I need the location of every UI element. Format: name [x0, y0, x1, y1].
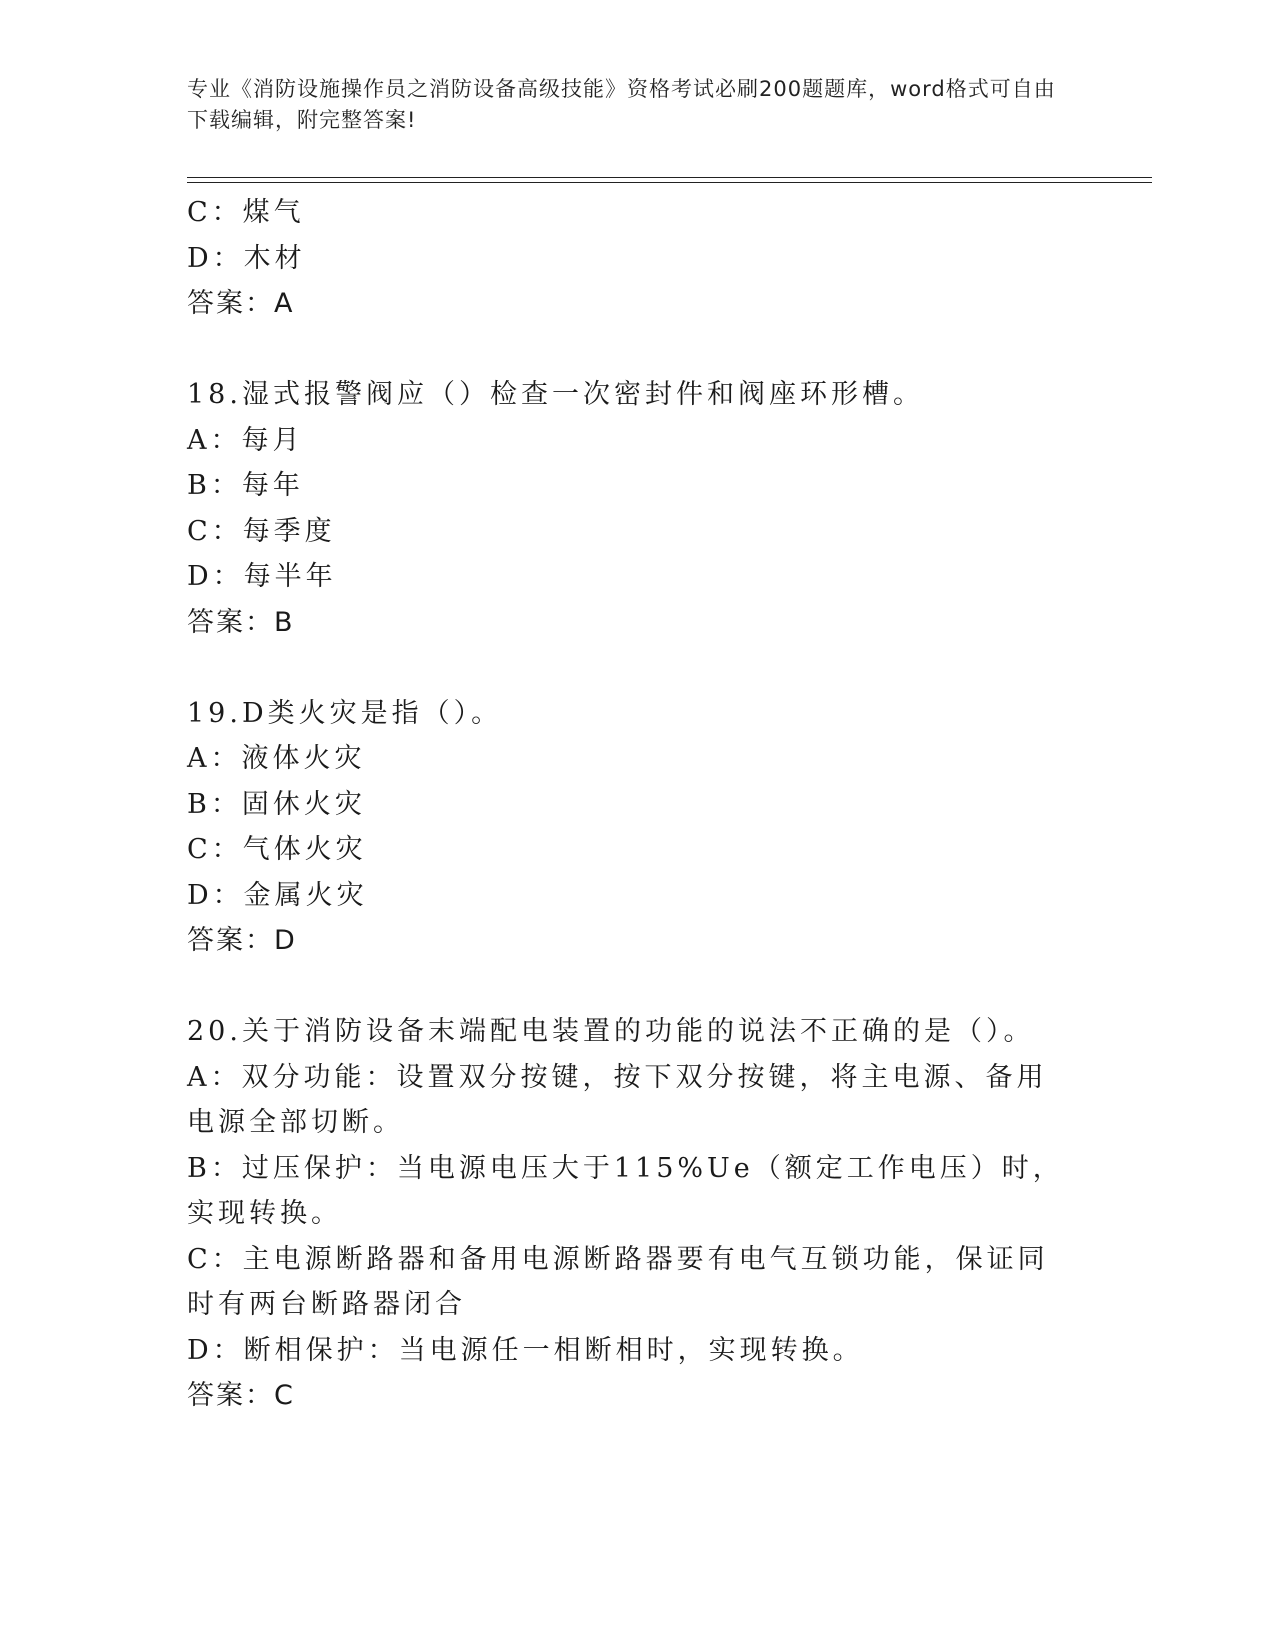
answer-line: 答案：A [187, 288, 295, 319]
option-c: C：气体火灾 [187, 834, 367, 865]
spacer [187, 327, 1087, 373]
option-c: C：煤气 [187, 197, 305, 228]
option-a: A：双分功能：设置双分按键，按下双分按键，将主电源、备用电源全部切断。 [187, 1061, 1048, 1138]
option-b: B：固休火灾 [187, 788, 366, 820]
option-a: A：每月 [187, 424, 304, 456]
option-d: D：每半年 [187, 561, 337, 592]
option-a: A：液体火灾 [187, 743, 366, 774]
header-divider-top [187, 177, 1152, 178]
question-20 [187, 1009, 1087, 1419]
question-content [187, 190, 1087, 1419]
question-18 [187, 372, 1087, 645]
prev-question-block [187, 190, 1087, 327]
option-d: D：断相保护：当电源任一相断相时，实现转换。 [187, 1334, 864, 1366]
option-d: D：金属火灾 [187, 879, 368, 911]
option-b: B：每年 [187, 470, 304, 501]
answer-line: 答案：C [187, 1380, 295, 1411]
spacer [187, 645, 1087, 691]
header-divider-bottom [187, 182, 1152, 183]
spacer [187, 964, 1087, 1010]
question-stem: 19.D类火灾是指（）。 [187, 697, 503, 729]
option-c: C：主电源断路器和备用电源断路器要有电气互锁功能，保证同时有两台断路器闭合 [187, 1243, 1049, 1320]
question-stem: 18.湿式报警阀应（）检查一次密封件和阀座环形槽。 [187, 379, 924, 410]
option-c: C：每季度 [187, 515, 336, 547]
option-b: B：过压保护：当电源电压大于115%Ue（额定工作电压）时，实现转换。 [187, 1152, 1064, 1229]
question-19 [187, 691, 1087, 964]
document-header: 专业《消防设施操作员之消防设备高级技能》资格考试必刷200题题库，word格式可自由下载编辑，附完整答案! [187, 77, 1056, 132]
question-stem: 20.关于消防设备末端配电装置的功能的说法不正确的是（）。 [187, 1016, 1035, 1047]
option-d: D：木材 [187, 242, 306, 274]
answer-line: 答案：B [187, 606, 295, 638]
answer-line: 答案：D [187, 925, 297, 956]
